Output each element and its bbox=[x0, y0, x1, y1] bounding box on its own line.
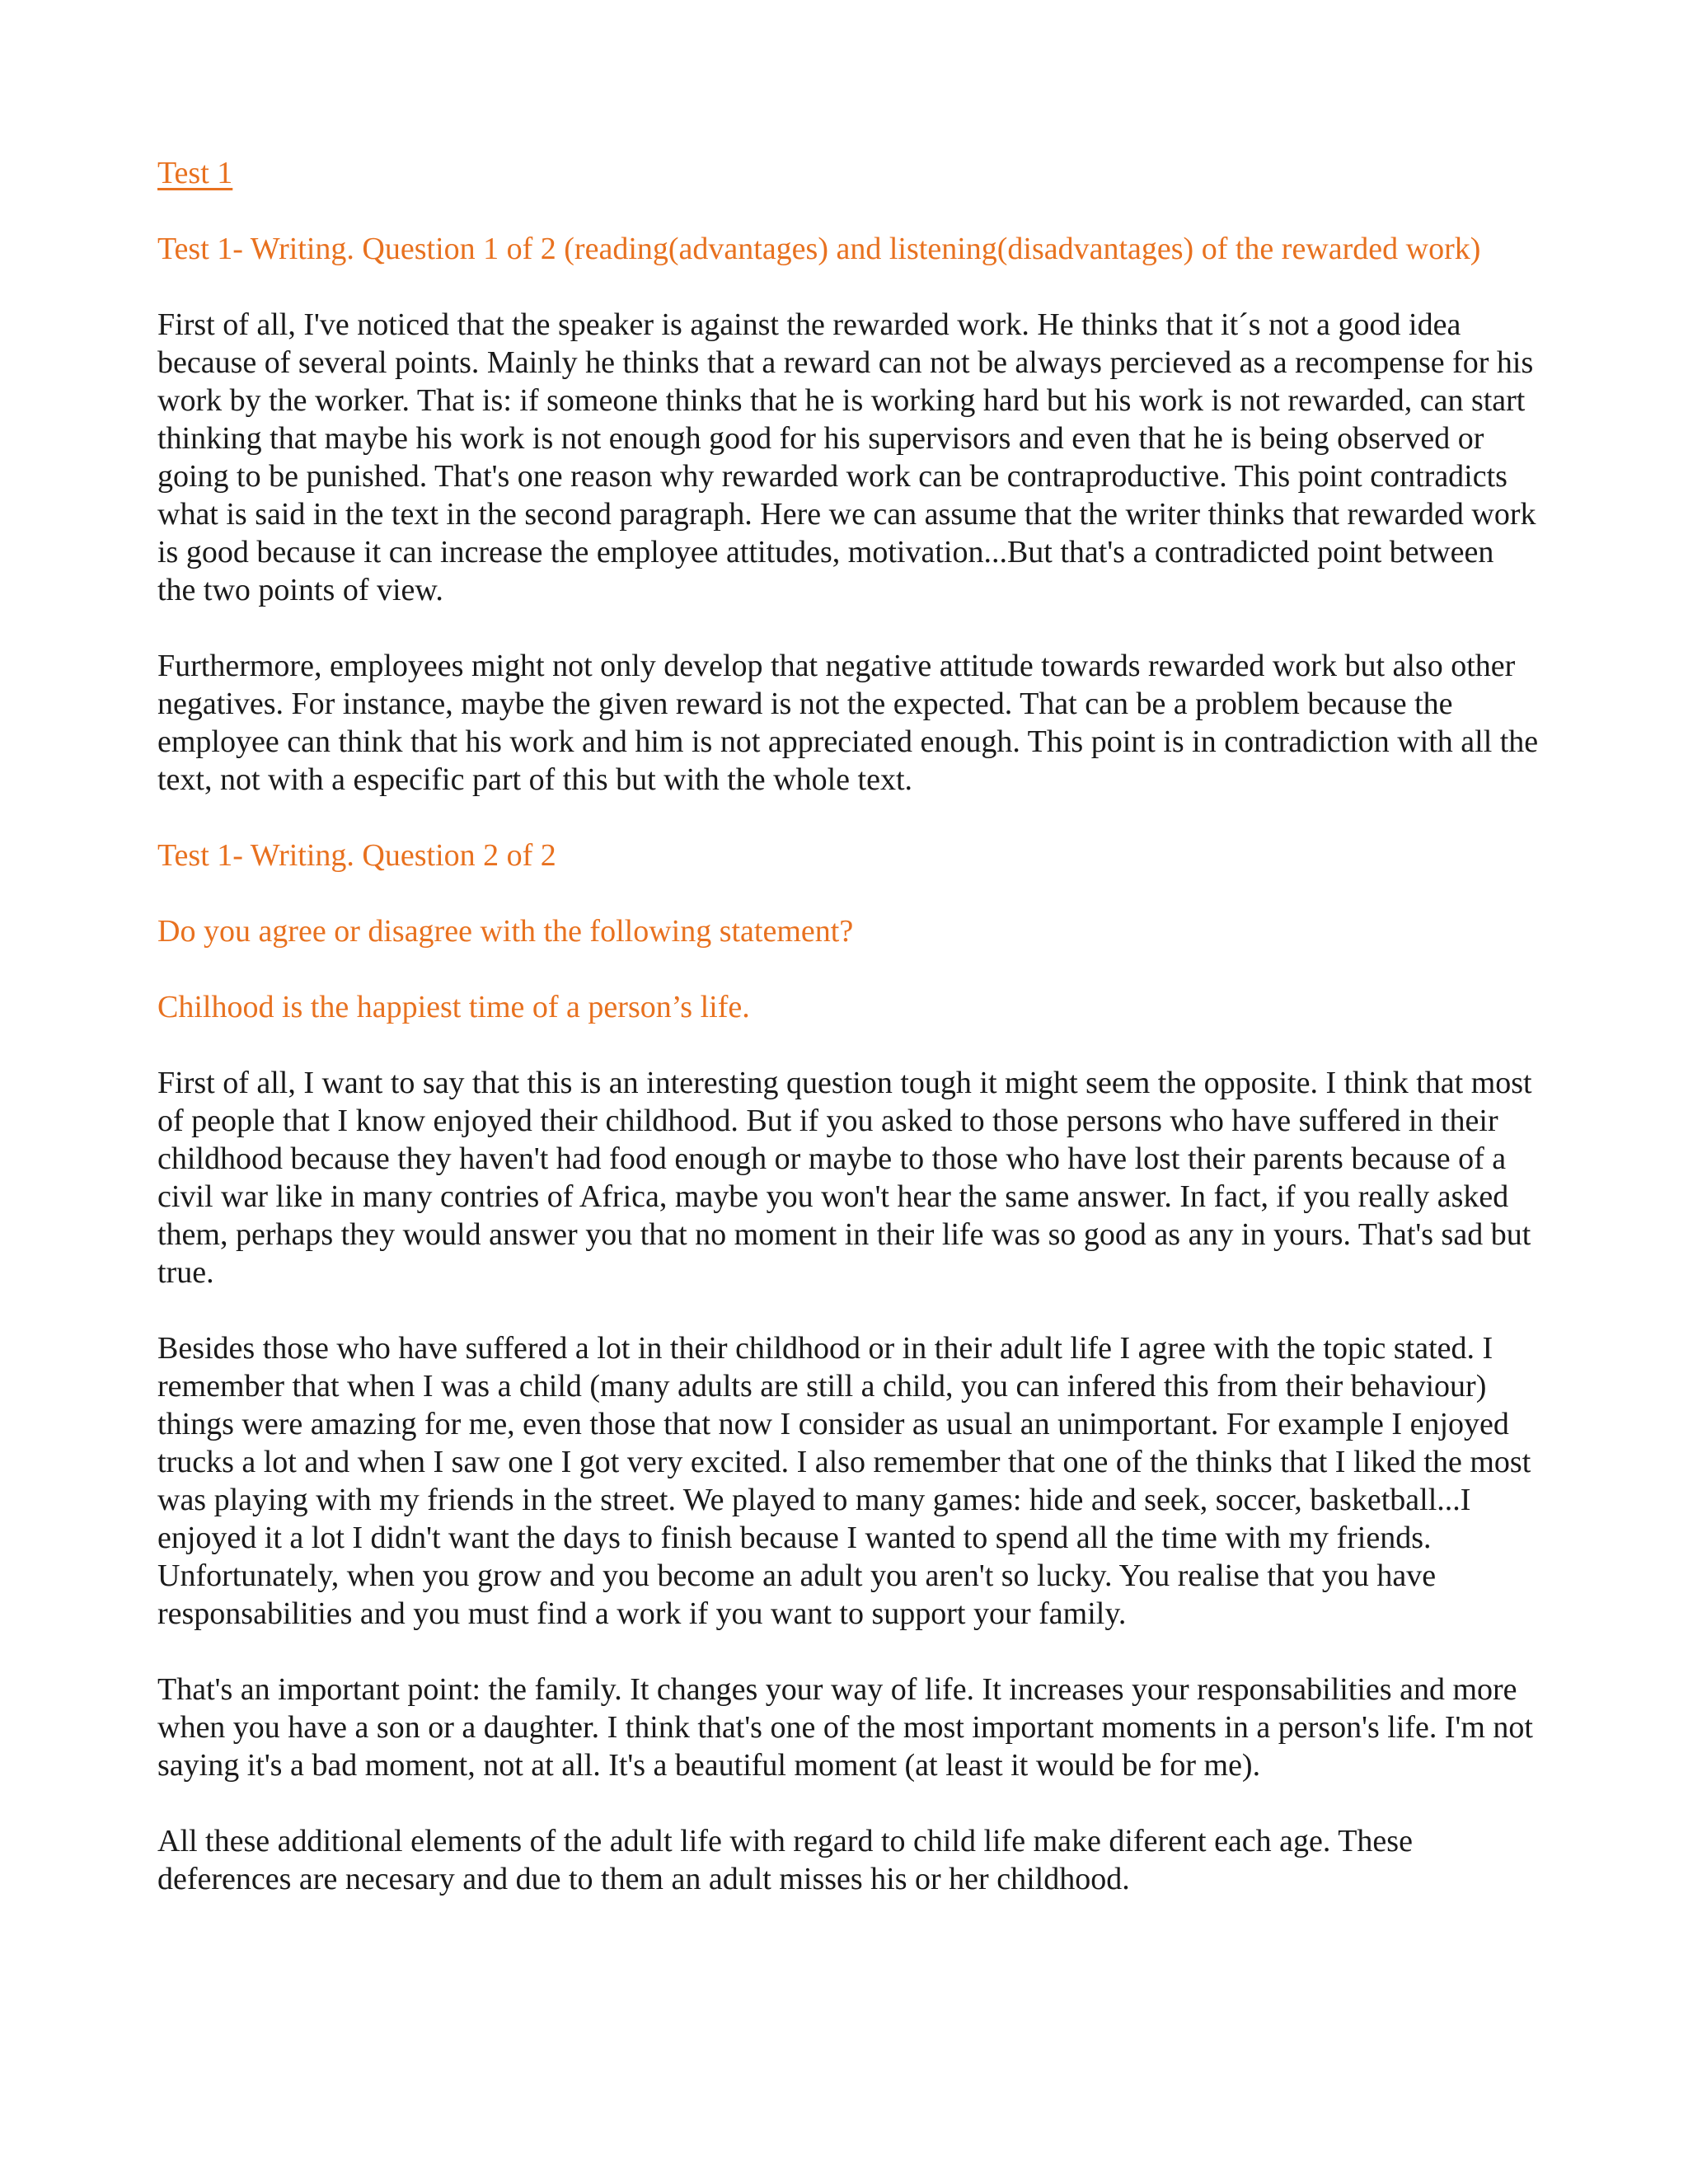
question-1-heading: Test 1- Writing. Question 1 of 2 (reading(advantages) and listening(disadvantages) of the rewarded work) bbox=[157, 232, 1481, 266]
spacer bbox=[157, 950, 1540, 988]
spacer bbox=[157, 609, 1540, 647]
question-1-paragraph-1: First of all, I've noticed that the speaker is against the rewarded work. He thinks that it´s not a good idea because of several points. Mainly he thinks that a reward can not be always percieved as a recompense for his work by the worker. That is: if someone thinks that he is working hard but his work is not rewarded, can start thinking that maybe his work is not enough good for his supervisors and even that he is being observed or going to be punished. That's one reason why rewarded work can be contraproductive. This point contradicts what is said in the text in the second paragraph. Here we can assume that the writer thinks that rewarded work is good because it can increase the employee attitudes, motivation...But that's a contradicted point between the two points of view. bbox=[157, 307, 1536, 607]
spacer bbox=[157, 1633, 1540, 1671]
spacer bbox=[157, 1291, 1540, 1329]
question-1-paragraph-2: Furthermore, employees might not only develop that negative attitude towards rewarded work but also other negatives. For instance, maybe the given reward is not the expected. That can be a problem because the employee can think that his work and him is not appreciated enough. This point is in contradiction with all the text, not with a especific part of this but with the whole text. bbox=[157, 649, 1539, 797]
question-2-heading: Test 1- Writing. Question 2 of 2 bbox=[157, 838, 556, 873]
question-2-paragraph-3: That's an important point: the family. It changes your way of life. It increases your responsabilities and more when you have a son or a daughter. I think that's one of the most important moments in a person's life. I'm not saying it's a bad moment, not at all. It's a beautiful moment (at least it would be for me). bbox=[157, 1672, 1533, 1783]
question-2-paragraph-1: First of all, I want to say that this is an interesting question tough it might seem the opposite. I think that most of people that I know enjoyed their childhood. But if you asked to those persons who have suffered in their childhood because they haven't had food enough or maybe to those who have lost their parents because of a civil war like in many contries of Africa, maybe you won't hear the same answer. In fact, if you really asked them, perhaps they would answer you that no moment in their life was so good as any in yours. That's sad but true. bbox=[157, 1066, 1532, 1290]
spacer bbox=[157, 799, 1540, 837]
spacer bbox=[157, 1784, 1540, 1822]
question-2-paragraph-2: Besides those who have suffered a lot in their childhood or in their adult life I agree with the topic stated. I remember that when I was a child (many adults are still a child, you can infered this from their behaviour) things were amazing for me, even those that now I consider as usual an unimportant. For example I enjoyed trucks a lot and when I saw one I got very excited. I also remember that one of the thinks that I liked the most was playing with my friends in the street. We played to many games: hide and seek, soccer, basketball...I enjoyed it a lot I didn't want the days to finish because I wanted to spend all the time with my friends. Unfortunately, when you grow and you become an adult you aren't so lucky. You realise that you have responsabilities and you must find a work if you want to support your family. bbox=[157, 1331, 1531, 1631]
spacer bbox=[157, 1026, 1540, 1064]
question-2-statement: Chilhood is the happiest time of a person’s life. bbox=[157, 990, 750, 1024]
spacer bbox=[157, 874, 1540, 912]
question-2-prompt: Do you agree or disagree with the following statement? bbox=[157, 914, 854, 949]
spacer bbox=[157, 192, 1540, 230]
question-2-paragraph-4: All these additional elements of the adult life with regard to child life make diferent each age. These deferences are necesary and due to them an adult misses his or her childhood. bbox=[157, 1824, 1413, 1896]
test-1-link[interactable]: Test 1 bbox=[157, 156, 233, 190]
spacer bbox=[157, 268, 1540, 306]
